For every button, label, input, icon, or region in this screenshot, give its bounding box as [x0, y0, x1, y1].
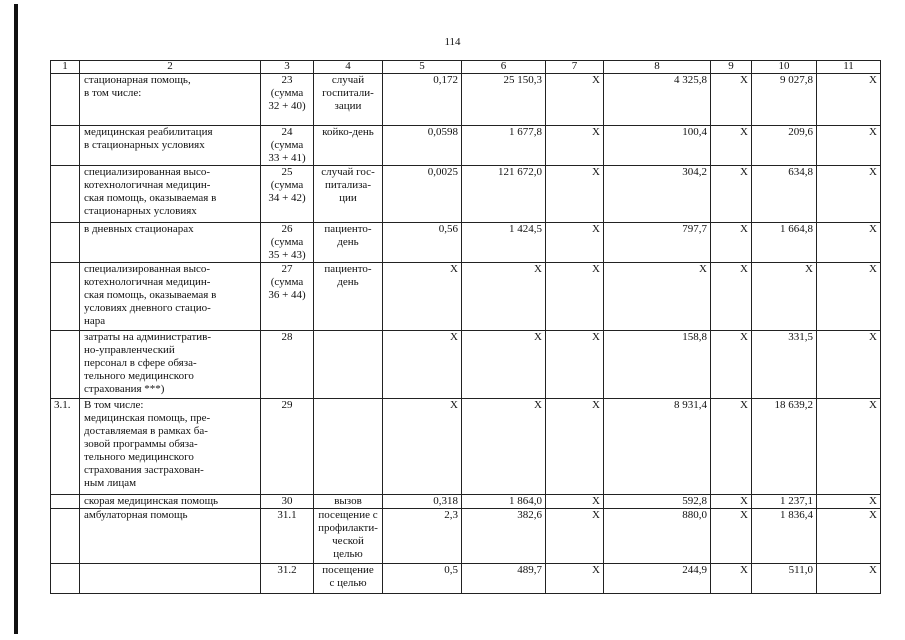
cell-col-8: 4 325,8 — [604, 74, 711, 126]
cell-col-11: X — [817, 495, 881, 509]
cell-col-11: X — [817, 331, 881, 399]
cell-col-4: посещение с профилакти- ческой целью — [314, 509, 383, 564]
cell-col-9: X — [711, 331, 752, 399]
cell-col-5: X — [383, 399, 462, 495]
cell-col-7: X — [546, 223, 604, 263]
cell-col-2: стационарная помощь, в том числе: — [80, 74, 261, 126]
header-col-9: 9 — [711, 61, 752, 74]
cell-col-1 — [51, 126, 80, 166]
cell-col-4: посещение с целью — [314, 564, 383, 594]
cell-col-2: специализированная высо- котехнологичная медицин- ская помощь, оказываемая в условиях дневного стацио- нара — [80, 263, 261, 331]
cell-col-5: 2,3 — [383, 509, 462, 564]
cell-col-7: X — [546, 399, 604, 495]
cell-col-6: X — [462, 331, 546, 399]
cell-col-2 — [80, 564, 261, 594]
cell-col-2: медицинская реабилитация в стационарных условиях — [80, 126, 261, 166]
table-row — [51, 495, 881, 509]
cell-col-8: 880,0 — [604, 509, 711, 564]
table-row — [51, 166, 881, 223]
cell-col-5: 0,0025 — [383, 166, 462, 223]
cell-col-9: X — [711, 223, 752, 263]
cell-col-3: 26 (сумма 35 + 43) — [261, 223, 314, 263]
cell-col-7: X — [546, 495, 604, 509]
cell-col-2: специализированная высо- котехнологичная медицин- ская помощь, оказываемая в стационарных условиях — [80, 166, 261, 223]
cell-col-9: X — [711, 495, 752, 509]
cell-col-4: случай госпитали- зации — [314, 74, 383, 126]
cell-col-10: 1 237,1 — [752, 495, 817, 509]
cell-col-11: X — [817, 509, 881, 564]
cell-col-1 — [51, 223, 80, 263]
header-col-4: 4 — [314, 61, 383, 74]
cell-col-7: X — [546, 126, 604, 166]
cell-col-2: затраты на административ- но-управленческий персонал в сфере обяза- тельного медицинского страхования ***) — [80, 331, 261, 399]
cell-col-3: 30 — [261, 495, 314, 509]
cell-col-10: 209,6 — [752, 126, 817, 166]
cell-col-4: случай гос- питализа- ции — [314, 166, 383, 223]
table-row — [51, 509, 881, 564]
cell-col-11: X — [817, 223, 881, 263]
cell-col-8: 244,9 — [604, 564, 711, 594]
header-col-2: 2 — [80, 61, 261, 74]
cell-col-9: X — [711, 399, 752, 495]
cell-col-5: X — [383, 331, 462, 399]
cell-col-6: 25 150,3 — [462, 74, 546, 126]
cell-col-9: X — [711, 564, 752, 594]
cell-col-3: 25 (сумма 34 + 42) — [261, 166, 314, 223]
cell-col-5: 0,56 — [383, 223, 462, 263]
cell-col-6: X — [462, 399, 546, 495]
header-col-6: 6 — [462, 61, 546, 74]
cell-col-11: X — [817, 166, 881, 223]
table-row — [51, 223, 881, 263]
cell-col-4: пациенто- день — [314, 263, 383, 331]
header-col-1: 1 — [51, 61, 80, 74]
cell-col-6: 382,6 — [462, 509, 546, 564]
header-col-7: 7 — [546, 61, 604, 74]
cell-col-11: X — [817, 399, 881, 495]
cell-col-11: X — [817, 126, 881, 166]
cell-col-4: вызов — [314, 495, 383, 509]
page-number: 114 — [444, 36, 461, 48]
cell-col-10: 1 664,8 — [752, 223, 817, 263]
table-row — [51, 564, 881, 594]
cell-col-10: 9 027,8 — [752, 74, 817, 126]
cell-col-7: X — [546, 263, 604, 331]
header-col-8: 8 — [604, 61, 711, 74]
table-row — [51, 74, 881, 126]
cell-col-1 — [51, 509, 80, 564]
table-row — [51, 126, 881, 166]
cell-col-8: 304,2 — [604, 166, 711, 223]
cell-col-7: X — [546, 509, 604, 564]
cell-col-1 — [51, 74, 80, 126]
cell-col-8: 592,8 — [604, 495, 711, 509]
cell-col-11: X — [817, 564, 881, 594]
header-row — [51, 61, 881, 74]
cell-col-5: 0,5 — [383, 564, 462, 594]
cell-col-10: X — [752, 263, 817, 331]
cell-col-4: койко-день — [314, 126, 383, 166]
cell-col-2: в дневных стационарах — [80, 223, 261, 263]
cell-col-9: X — [711, 74, 752, 126]
cell-col-5: 0,318 — [383, 495, 462, 509]
cell-col-2: скорая медицинская помощь — [80, 495, 261, 509]
cell-col-3: 29 — [261, 399, 314, 495]
cell-col-11: X — [817, 263, 881, 331]
data-table — [50, 60, 881, 594]
cell-col-3: 27 (сумма 36 + 44) — [261, 263, 314, 331]
cell-col-8: 100,4 — [604, 126, 711, 166]
cell-col-7: X — [546, 564, 604, 594]
table-row — [51, 331, 881, 399]
cell-col-2: амбулаторная помощь — [80, 509, 261, 564]
cell-col-8: 158,8 — [604, 331, 711, 399]
header-col-3: 3 — [261, 61, 314, 74]
cell-col-8: X — [604, 263, 711, 331]
cell-col-9: X — [711, 509, 752, 564]
cell-col-6: 489,7 — [462, 564, 546, 594]
cell-col-1 — [51, 331, 80, 399]
cell-col-5: X — [383, 263, 462, 331]
table-row — [51, 263, 881, 331]
cell-col-10: 18 639,2 — [752, 399, 817, 495]
cell-col-6: 1 677,8 — [462, 126, 546, 166]
cell-col-7: X — [546, 331, 604, 399]
cell-col-10: 1 836,4 — [752, 509, 817, 564]
cell-col-7: X — [546, 166, 604, 223]
cell-col-8: 8 931,4 — [604, 399, 711, 495]
table-row — [51, 399, 881, 495]
cell-col-1: 3.1. — [51, 399, 80, 495]
cell-col-1 — [51, 495, 80, 509]
cell-col-7: X — [546, 74, 604, 126]
cell-col-1 — [51, 564, 80, 594]
cell-col-3: 24 (сумма 33 + 41) — [261, 126, 314, 166]
cell-col-6: X — [462, 263, 546, 331]
cell-col-5: 0,172 — [383, 74, 462, 126]
cell-col-6: 1 424,5 — [462, 223, 546, 263]
cell-col-10: 511,0 — [752, 564, 817, 594]
cell-col-2: В том числе: медицинская помощь, пре- доставляемая в рамках ба- зовой программы обяза- тельного медицинского страхования застрахован- ным лицам — [80, 399, 261, 495]
cell-col-4 — [314, 331, 383, 399]
cell-col-3: 28 — [261, 331, 314, 399]
header-col-10: 10 — [752, 61, 817, 74]
header-col-11: 11 — [817, 61, 881, 74]
cell-col-4 — [314, 399, 383, 495]
cell-col-10: 331,5 — [752, 331, 817, 399]
cell-col-10: 634,8 — [752, 166, 817, 223]
cell-col-3: 23 (сумма 32 + 40) — [261, 74, 314, 126]
cell-col-9: X — [711, 166, 752, 223]
cell-col-4: пациенто- день — [314, 223, 383, 263]
left-margin-bar — [14, 4, 18, 634]
cell-col-9: X — [711, 126, 752, 166]
cell-col-9: X — [711, 263, 752, 331]
cell-col-11: X — [817, 74, 881, 126]
cell-col-1 — [51, 166, 80, 223]
cell-col-8: 797,7 — [604, 223, 711, 263]
cell-col-3: 31.2 — [261, 564, 314, 594]
cell-col-6: 121 672,0 — [462, 166, 546, 223]
cell-col-3: 31.1 — [261, 509, 314, 564]
header-col-5: 5 — [383, 61, 462, 74]
cell-col-6: 1 864,0 — [462, 495, 546, 509]
cell-col-1 — [51, 263, 80, 331]
cell-col-5: 0,0598 — [383, 126, 462, 166]
